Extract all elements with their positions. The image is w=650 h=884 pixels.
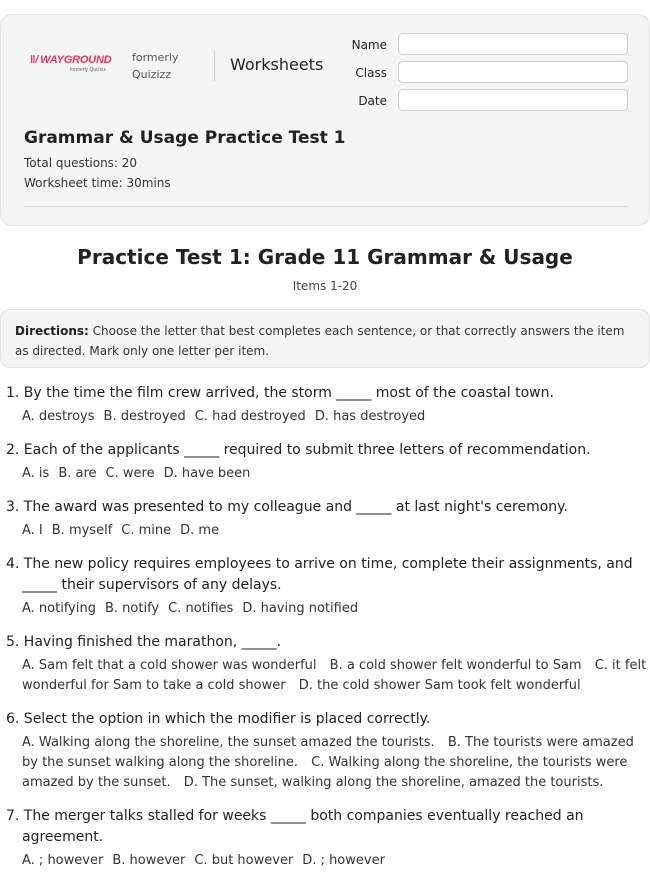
question-stem: 7. The merger talks stalled for weeks _____ both companies eventually reached an agreement.: [6, 808, 584, 845]
question-stem: 1. By the time the film crew arrived, the storm _____ most of the coastal town.: [6, 385, 554, 401]
worksheet-header: [0, 14, 650, 226]
items-range: Items 1-20: [292, 279, 358, 293]
question-item: [6, 383, 650, 427]
answer-option: D. ; however: [302, 853, 385, 868]
question-stem: 6. Select the option in which the modifier is placed correctly.: [6, 711, 431, 727]
answer-option: C. Walking along the shoreline, the tourists were amazed by the sunset.: [22, 755, 628, 790]
logo-subtext: formerly Quizizz: [70, 67, 106, 73]
question-options: [6, 851, 650, 871]
question-options: [6, 656, 650, 696]
name-field[interactable]: [398, 33, 628, 55]
logo-bars-icon: ‖/: [30, 54, 39, 66]
class-field[interactable]: [398, 61, 628, 83]
answer-option: B. destroyed: [103, 409, 186, 424]
answer-option: D. have been: [163, 466, 251, 481]
question-options: [6, 464, 650, 484]
question-item: [6, 632, 650, 696]
question-stem: 5. Having finished the marathon, _____.: [6, 634, 282, 650]
answer-option: A. I: [22, 523, 43, 538]
worksheets-label: Worksheets: [230, 55, 324, 74]
answer-option: A. destroys: [22, 409, 95, 424]
answer-option: C. had destroyed: [194, 409, 306, 424]
header-divider: [214, 50, 215, 81]
question-item: [6, 709, 650, 793]
answer-option: A. is: [22, 466, 50, 481]
answer-option: A. Walking along the shoreline, the sunset amazed the tourists.: [22, 735, 435, 750]
question-list: [6, 383, 650, 884]
directions-box: [0, 309, 650, 368]
question-options: [6, 407, 650, 427]
page-title: Practice Test 1: Grade 11 Grammar & Usage: [77, 245, 573, 269]
answer-option: D. the cold shower Sam took felt wonderful: [298, 678, 581, 693]
answer-option: C. notifies: [168, 601, 234, 616]
answer-option: C. but however: [194, 853, 294, 868]
answer-option: D. has destroyed: [314, 409, 426, 424]
class-label: Class: [355, 66, 387, 80]
answer-option: B. are: [58, 466, 97, 481]
answer-option: D. The sunset, walking along the shoreline, amazed the tourists.: [183, 775, 604, 790]
logo-wordmark: ‖/ WAYGROUND: [30, 54, 112, 66]
wayground-logo: [30, 54, 120, 73]
directions-text: Choose the letter that best completes each sentence, or that correctly answers the item as directed. Mark only one letter per item.: [15, 324, 625, 358]
total-questions: Total questions: 20: [24, 156, 138, 170]
answer-option: D. me: [180, 523, 220, 538]
question-stem: 3. The award was presented to my colleague and _____ at last night's ceremony.: [6, 499, 568, 515]
answer-option: B. notify: [104, 601, 160, 616]
question-stem: 2. Each of the applicants _____ required to submit three letters of recommendation.: [6, 442, 591, 458]
answer-option: D. having notified: [242, 601, 359, 616]
answer-option: A. ; however: [22, 853, 104, 868]
question-options: [6, 521, 650, 541]
answer-option: B. a cold shower felt wonderful to Sam: [329, 658, 582, 673]
question-item: [6, 497, 650, 541]
test-title: Grammar & Usage Practice Test 1: [24, 128, 346, 148]
answer-option: C. mine: [121, 523, 172, 538]
worksheet-time: Worksheet time: 30mins: [24, 176, 171, 190]
directions-label: Directions:: [15, 324, 89, 338]
answer-option: C. it felt wonderful for Sam to take a cold shower: [22, 658, 647, 693]
answer-option: A. Sam felt that a cold shower was wonderful: [22, 658, 317, 673]
answer-option: C. were: [105, 466, 155, 481]
name-label: Name: [351, 38, 387, 52]
question-stem: 4. The new policy requires employees to arrive on time, complete their assignments, and _____ their supervisors of any delays.: [6, 556, 633, 593]
answer-option: B. The tourists were amazed by the sunset walking along the shoreline.: [22, 735, 634, 770]
answer-option: B. however: [112, 853, 186, 868]
question-options: [6, 599, 650, 619]
formerly-quizizz-text: formerly Quizizz: [132, 51, 179, 81]
header-bottom-divider: [24, 206, 628, 207]
date-label: Date: [358, 94, 387, 108]
question-options: [6, 733, 650, 793]
answer-option: B. myself: [51, 523, 113, 538]
question-item: [6, 440, 650, 484]
question-item: [6, 806, 650, 871]
answer-option: A. notifying: [22, 601, 96, 616]
date-field[interactable]: [398, 89, 628, 111]
question-item: [6, 554, 650, 619]
